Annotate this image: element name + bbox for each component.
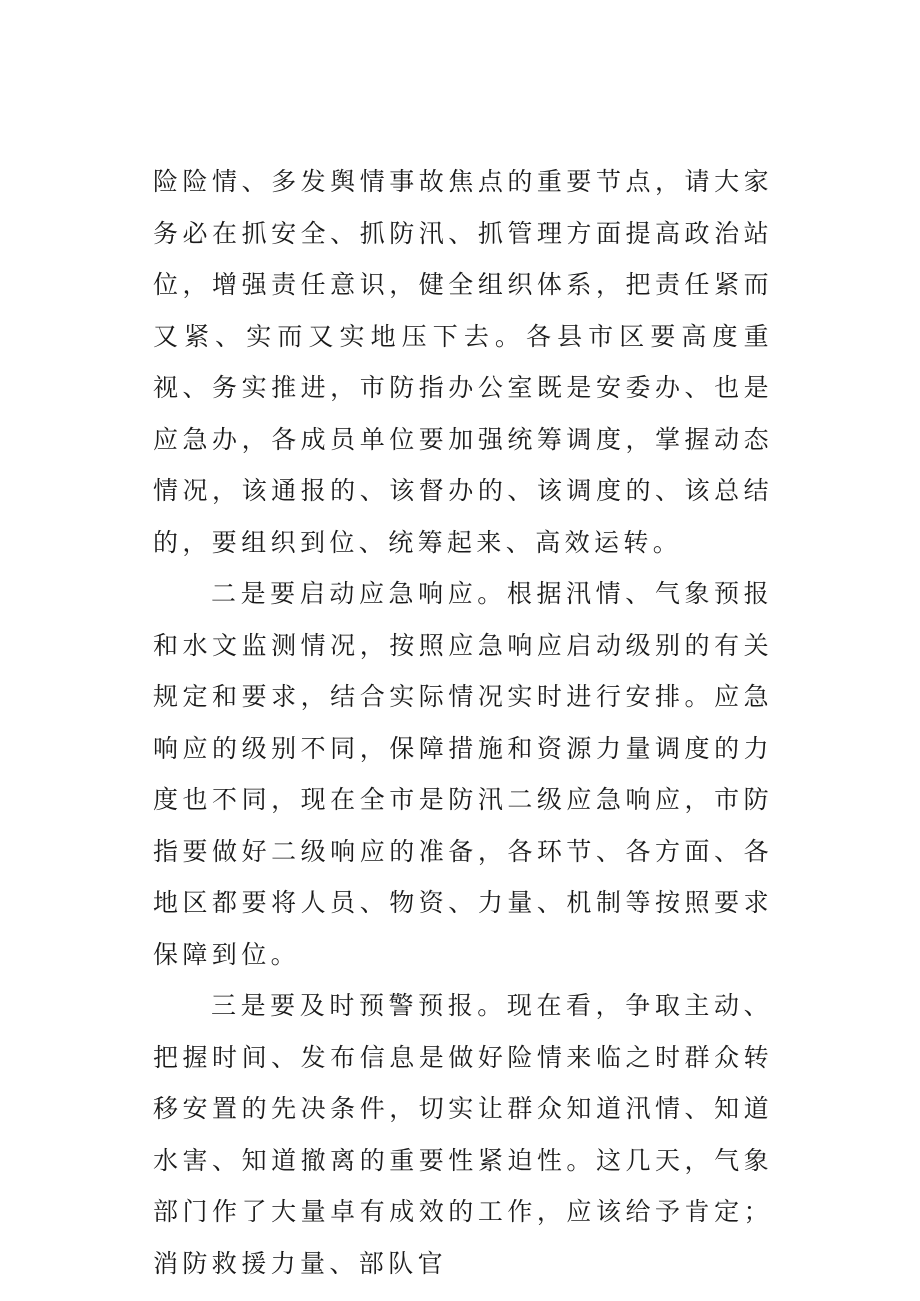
paragraph-early-warning: 三是要及时预警预报。现在看，争取主动、把握时间、发布信息是做好险情来临之时群众转移安置的先决条件，切实让群众知道汛情、知道水害、知道撤离的重要性紧迫性。这几天，气象部门作了大量卓有成效的工作，应该给予肯定；消防救援力量、部队官 (153, 991, 773, 1278)
paragraph-continuation: 险险情、多发舆情事故焦点的重要节点，请大家务必在抓安全、抓防汛、抓管理方面提高政治站位，增强责任意识，健全组织体系，把责任紧而又紧、实而又实地压下去。各县市区要高度重视、务实推进，市防指办公室既是安委办、也是应急办，各成员单位要加强统筹调度，掌握动态情况，该通报的、该督办的、该调度的、该总结的，要组织到位、统筹起来、高效运转。 (153, 167, 773, 557)
document-body (153, 156, 773, 1289)
paragraph-emergency-response: 二是要启动应急响应。根据汛情、气象预报和水文监测情况，按照应急响应启动级别的有关规定和要求，结合实际情况实时进行安排。应急响应的级别不同，保障措施和资源力量调度的力度也不同，现在全市是防汛二级应急响应，市防指要做好二级响应的准备，各环节、各方面、各地区都要将人员、物资、力量、机制等按照要求保障到位。 (153, 579, 773, 969)
